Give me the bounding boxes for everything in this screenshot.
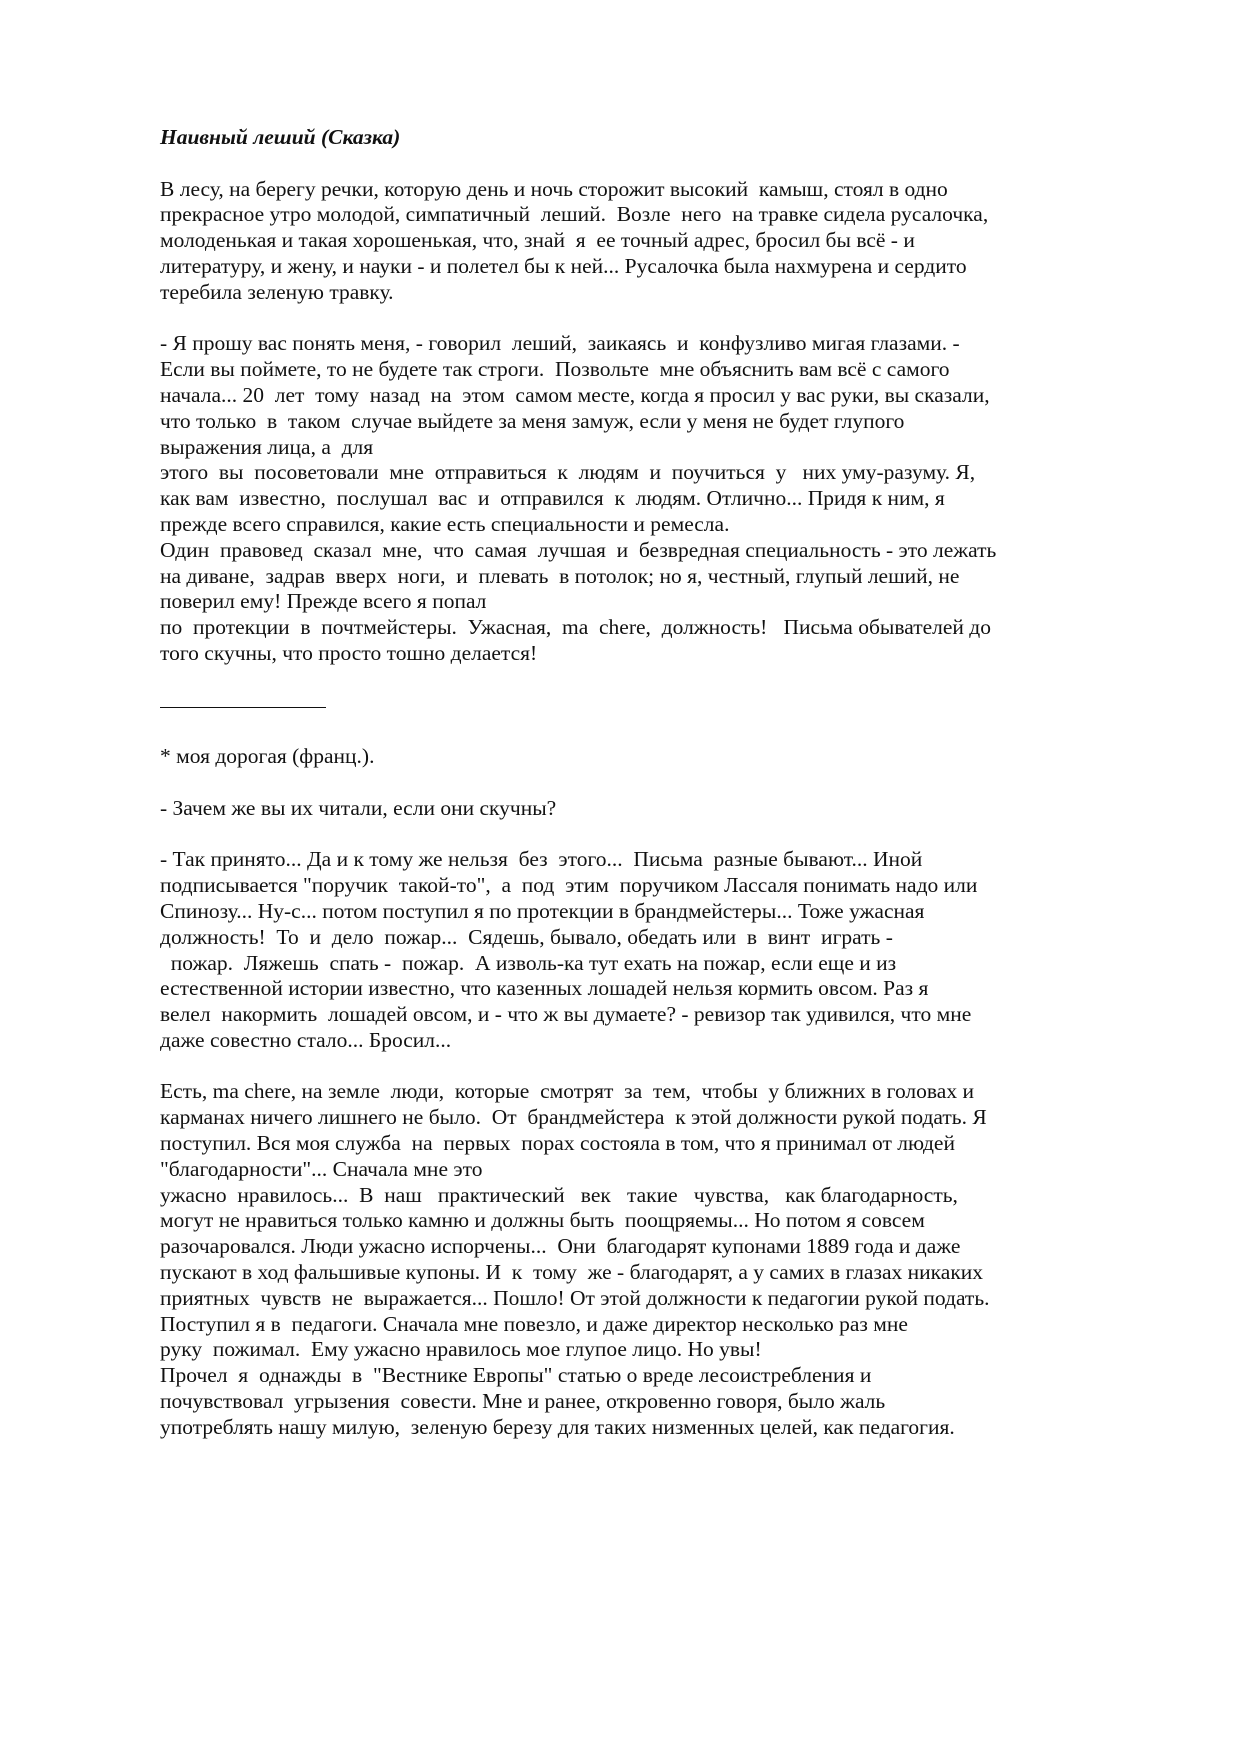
text-line: на диване, задрав вверх ноги, и плевать в потолок; но я, честный, глупый леший, не bbox=[160, 563, 960, 588]
blank-line bbox=[160, 667, 1060, 693]
text-line: карманах ничего лишнего не было. От брандмейстера к этой должности рукой подать. Я bbox=[160, 1105, 987, 1130]
text-line: что только в таком случае выйдете за меня замуж, если у меня не будет глупого bbox=[160, 408, 905, 433]
text-line: литературу, и жену, и науки - и полетел бы к ней... Русалочка была нахмурена и сердито bbox=[160, 253, 967, 278]
text-line: прекрасное утро молодой, симпатичный леший. Возле него на травке сидела русалочка, bbox=[160, 202, 989, 227]
text-line: - Так принято... Да и к тому же нельзя без этого... Письма разные бывают... Иной bbox=[160, 847, 923, 872]
text-line: прежде всего справился, какие есть специальности и ремесла. bbox=[160, 511, 730, 536]
text-line: разочаровался. Люди ужасно испорчены... Они благодарят купонами 1889 года и даже bbox=[160, 1234, 961, 1259]
text-line: Спинозу... Ну-с... потом поступил я по протекции в брандмейстеры... Тоже ужасная bbox=[160, 898, 925, 923]
text-line: поверил ему! Прежде всего я попал bbox=[160, 589, 487, 614]
text-line: должность! То и дело пожар... Сядешь, бывало, обедать или в винт играть - bbox=[160, 924, 893, 949]
text-line: В лесу, на берегу речки, которую день и ночь сторожит высокий камыш, стоял в одно bbox=[160, 176, 948, 201]
blank-line bbox=[160, 151, 1060, 177]
text-line: того скучны, что просто тошно делается! bbox=[160, 640, 538, 665]
text-line: руку пожимал. Ему ужасно нравилось мое глупое лицо. Но увы! bbox=[160, 1337, 762, 1362]
blank-line bbox=[160, 822, 1060, 848]
document-body bbox=[160, 151, 1060, 1441]
paragraph bbox=[160, 744, 1060, 770]
blank-line bbox=[160, 306, 1060, 332]
text-line: как вам известно, послушал вас и отправился к людям. Отлично... Придя к ним, я bbox=[160, 486, 945, 511]
text-line: могут не нравиться только камню и должны быть поощряемы... Но потом я совсем bbox=[160, 1208, 925, 1233]
paragraph bbox=[160, 177, 1060, 306]
text-line: ужасно нравилось... В наш практический век такие чувства, как благодарность, bbox=[160, 1182, 958, 1207]
text-line: даже совестно стало... Бросил... bbox=[160, 1027, 452, 1052]
paragraph bbox=[160, 796, 1060, 822]
text-line: по протекции в почтмейстеры. Ужасная, ma chere, должность! Письма обывателей до bbox=[160, 615, 991, 640]
blank-line bbox=[160, 718, 1060, 744]
text-line: Есть, ma chere, на земле люди, которые смотрят за тем, чтобы у ближних в головах и bbox=[160, 1079, 974, 1104]
text-line: молоденькая и такая хорошенькая, что, знай я ее точный адрес, бросил бы всё - и bbox=[160, 228, 915, 253]
text-line: поступил. Вся моя служба на первых порах состояла в том, что я принимал от людей bbox=[160, 1131, 955, 1156]
paragraph bbox=[160, 331, 1060, 666]
text-line: Один правовед сказал мне, что самая лучшая и безвредная специальность - это лежать bbox=[160, 537, 997, 562]
text-line: Если вы поймете, то не будете так строги. Позвольте мне объяснить вам всё с самого bbox=[160, 357, 950, 382]
text-line: почувствовал угрызения совести. Мне и ранее, откровенно говоря, было жаль bbox=[160, 1389, 886, 1414]
document-title: Наивный леший (Сказка) bbox=[160, 125, 401, 149]
text-line: употреблять нашу милую, зеленую березу для таких низменных целей, как педагогия. bbox=[160, 1414, 955, 1439]
text-line: пожар. Ляжешь спать - пожар. А изволь-ка тут ехать на пожар, если еще и из bbox=[160, 950, 897, 975]
text-line: "благодарности"... Сначала мне это bbox=[160, 1156, 483, 1181]
text-line: теребила зеленую травку. bbox=[160, 279, 394, 304]
text-line: начала... 20 лет тому назад на этом самом месте, когда я просил у вас руки, вы сказали, bbox=[160, 382, 990, 407]
text-line: естественной истории известно, что казенных лошадей нельзя кормить овсом. Раз я bbox=[160, 976, 929, 1001]
paragraph bbox=[160, 1079, 1060, 1440]
text-line: Прочел я однажды в "Вестнике Европы" статью о вреде лесоистребления и bbox=[160, 1363, 872, 1388]
text-line: * моя дорогая (франц.). bbox=[160, 744, 375, 769]
text-line: подписывается "поручик такой-то", а под этим поручиком Лассаля понимать надо или bbox=[160, 873, 978, 898]
text-line: пускают в ход фальшивые купоны. И к тому же - благодарят, а у самих в глазах никаких bbox=[160, 1260, 984, 1285]
text-line: - Зачем же вы их читали, если они скучны? bbox=[160, 795, 557, 820]
blank-line bbox=[160, 770, 1060, 796]
text-line: Поступил я в педагоги. Сначала мне повезло, и даже директор несколько раз мне bbox=[160, 1311, 908, 1336]
text-line: выражения лица, а для bbox=[160, 434, 374, 459]
text-line: - Я прошу вас понять меня, - говорил леший, заикаясь и конфузливо мигая глазами. - bbox=[160, 331, 960, 356]
text-line: приятных чувств не выражается... Пошло! От этой должности к педагогии рукой подать. bbox=[160, 1285, 990, 1310]
document-page bbox=[160, 125, 1060, 1441]
text-line: этого вы посоветовали мне отправиться к людям и поучиться у них уму-разуму. Я, bbox=[160, 460, 976, 485]
blank-line bbox=[160, 1054, 1060, 1080]
text-line: велел накормить лошадей овсом, и - что ж вы думаете? - ревизор так удивился, что мне bbox=[160, 1002, 972, 1027]
paragraph bbox=[160, 847, 1060, 1053]
footnote-separator bbox=[160, 693, 1060, 719]
